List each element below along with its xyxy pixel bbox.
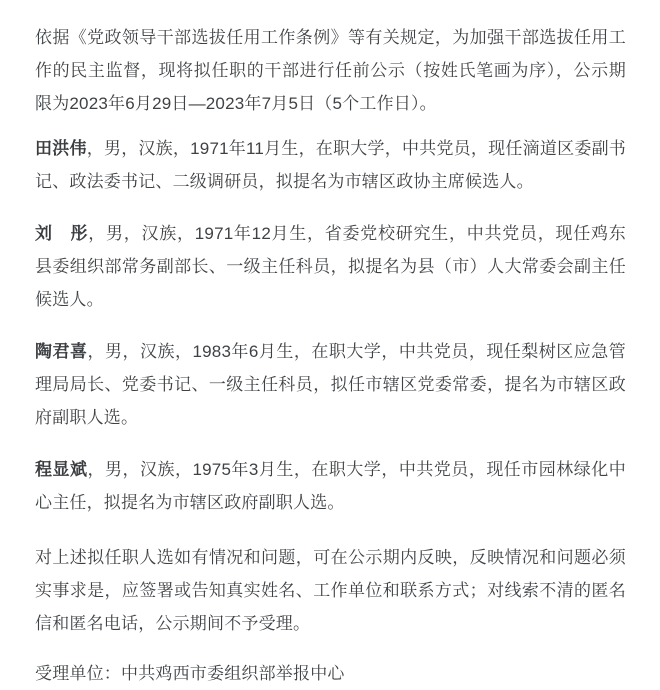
person-details: ，男，汉族，1971年12月生，省委党校研究生，中共党员，现任鸡东县委组织部常务副部长、一级主任科员，拟提名为县（市）人大常委会副主任候选人。 [35, 224, 627, 309]
person-paragraph [35, 217, 626, 316]
person-details: ，男，汉族，1975年3月生，在职大学，中共党员，现任市园林绿化中心主任，拟提名为市辖区政府副职人选。 [35, 460, 626, 512]
person-name: 刘 彤 [35, 224, 89, 243]
person-paragraph [35, 335, 626, 434]
person-details: ，男，汉族，1971年11月生，在职大学，中共党员，现任滴道区委副书记、政法委书记、二级调研员，拟提名为市辖区政协主席候选人。 [35, 139, 627, 191]
person-paragraph [35, 132, 626, 198]
intro-paragraph: 依据《党政领导干部选拔任用工作条例》等有关规定，为加强干部选拔任用工作的民主监督，现将拟任职的干部进行任前公示（按姓氏笔画为序），公示期限为2023年6月29日—2023年7月5日（5个工作日）。 [35, 28, 626, 113]
person-details: ，男，汉族，1983年6月生，在职大学，中共党员，现任梨树区应急管理局局长、党委书记、一级主任科员，拟任市辖区党委常委，提名为市辖区政府副职人选。 [35, 342, 626, 427]
person-name: 陶君喜 [35, 342, 88, 361]
person-paragraph [35, 453, 626, 519]
handling-unit-line: 受理单位：中共鸡西市委组织部举报中心 [35, 664, 345, 683]
person-name: 程显斌 [35, 460, 88, 479]
feedback-paragraph: 对上述拟任职人选如有情况和问题，可在公示期内反映，反映情况和问题必须实事求是，应签署或告知真实姓名、工作单位和联系方式；对线索不清的匿名信和匿名电话，公示期间不予受理。 [35, 548, 626, 633]
person-name: 田洪伟 [35, 139, 87, 158]
